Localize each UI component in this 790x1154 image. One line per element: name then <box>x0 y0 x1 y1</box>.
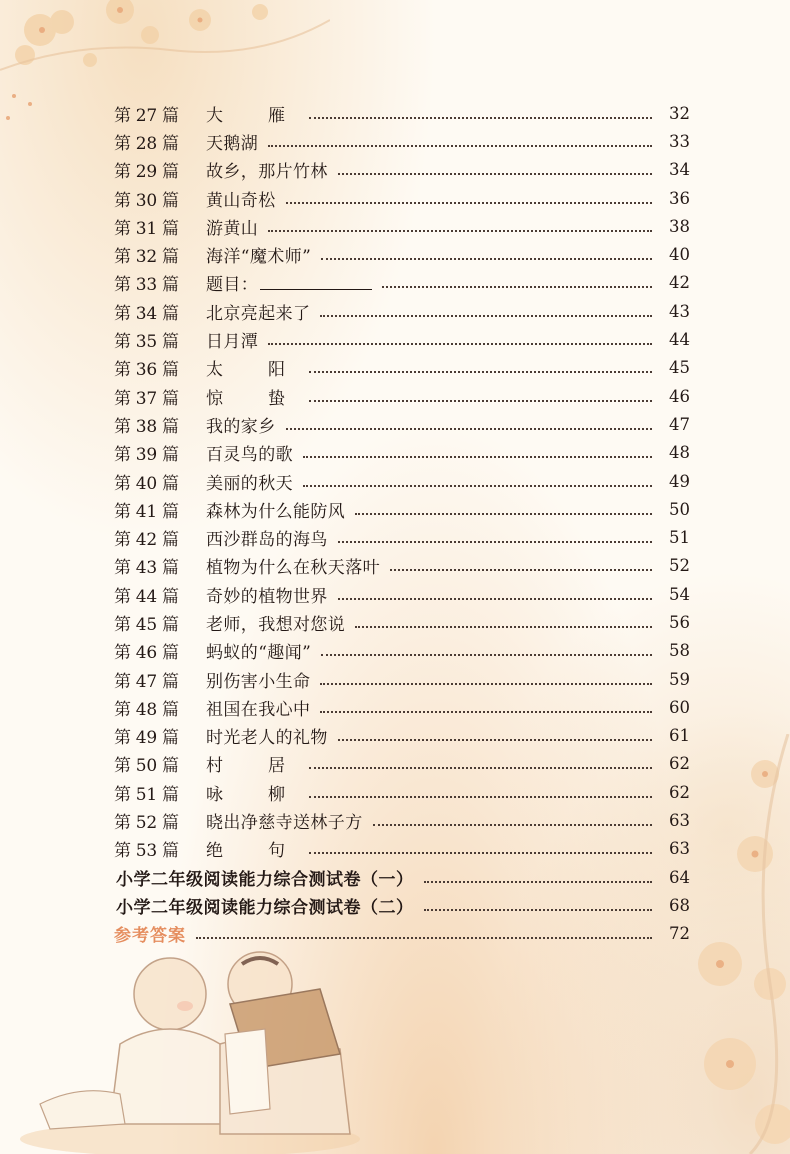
toc-entry-page: 46 <box>669 386 690 406</box>
toc-entry-title: 森林为什么能防风 <box>206 501 346 522</box>
toc-entry-number: 第 40 篇 <box>114 473 179 494</box>
toc-entry-number: 第 42 篇 <box>114 530 179 551</box>
dot-leader <box>268 342 652 345</box>
toc-entry-page: 50 <box>669 499 690 519</box>
toc-entry <box>114 665 690 693</box>
toc-entry-page: 51 <box>669 528 690 548</box>
toc-entry <box>114 750 690 778</box>
toc-entry <box>114 495 690 523</box>
toc-answers-title: 参考答案 <box>114 926 186 947</box>
toc-entry-title: 蚂蚁的“趣闻” <box>206 643 312 664</box>
toc-entry-title: 百灵鸟的歌 <box>206 445 293 466</box>
toc-entry-number: 第 45 篇 <box>114 614 179 635</box>
toc-entry <box>114 693 690 721</box>
toc-test-entry <box>116 863 690 891</box>
toc-entry-number: 第 31 篇 <box>114 218 179 239</box>
toc-entry-number: 第 53 篇 <box>114 841 179 862</box>
toc-entry-number: 第 36 篇 <box>114 360 179 381</box>
toc-entry-title: 黄山奇松 <box>206 190 276 211</box>
toc-entry-title: 西沙群岛的海鸟 <box>206 530 328 551</box>
toc-entry <box>114 637 690 665</box>
toc-entry-title: 太 阳 <box>206 360 299 381</box>
toc-entry-page: 54 <box>669 584 690 604</box>
toc-entry <box>114 580 690 608</box>
toc-test-page: 64 <box>669 867 690 887</box>
toc-entry-page: 58 <box>669 641 690 661</box>
toc-entry-number: 第 35 篇 <box>114 332 179 353</box>
toc-entry-page: 63 <box>669 811 690 831</box>
toc-entry-title: 大 雁 <box>206 105 299 126</box>
dot-leader <box>424 908 653 911</box>
toc-entry <box>114 552 690 580</box>
dot-leader <box>338 172 652 175</box>
toc-entry-number: 第 38 篇 <box>114 416 179 437</box>
toc-entry-number: 第 43 篇 <box>114 558 179 579</box>
toc-entry-title: 咏 柳 <box>206 784 299 805</box>
toc-entry-title: 村 居 <box>206 756 299 777</box>
dot-leader <box>424 880 653 883</box>
toc-entry-title: 海洋“魔术师” <box>206 247 312 268</box>
toc-entry <box>114 722 690 750</box>
toc-entry-number: 第 30 篇 <box>114 190 179 211</box>
table-of-contents <box>114 99 690 948</box>
toc-entry <box>114 410 690 438</box>
toc-entry-number: 第 52 篇 <box>114 813 179 834</box>
toc-entry-page: 62 <box>669 754 690 774</box>
toc-entry-page: 61 <box>669 726 690 746</box>
toc-entry-page: 45 <box>669 358 690 378</box>
dot-leader <box>355 512 652 515</box>
toc-entry-title: 别伤害小生命 <box>206 671 311 692</box>
dot-leader <box>303 455 652 458</box>
toc-entry <box>114 806 690 834</box>
dot-leader <box>309 795 652 798</box>
dot-leader <box>338 597 652 600</box>
dot-leader <box>309 116 652 119</box>
dot-leader <box>355 625 652 628</box>
toc-entry-number: 第 51 篇 <box>114 784 179 805</box>
toc-entry <box>114 212 690 240</box>
toc-entry-number: 第 44 篇 <box>114 586 179 607</box>
toc-entry <box>114 608 690 636</box>
toc-entry <box>114 354 690 382</box>
dot-leader <box>303 484 652 487</box>
toc-entry-number: 第 28 篇 <box>114 133 179 154</box>
toc-entry-page: 62 <box>669 782 690 802</box>
toc-entry <box>114 382 690 410</box>
toc-entry-page: 33 <box>669 131 690 151</box>
toc-entry <box>114 127 690 155</box>
dot-leader <box>373 823 652 826</box>
dot-leader <box>338 540 652 543</box>
toc-entry <box>114 325 690 353</box>
toc-entry <box>114 467 690 495</box>
toc-entry-number: 第 48 篇 <box>114 699 179 720</box>
dot-leader <box>196 936 652 939</box>
toc-entry-number: 第 33 篇 <box>114 275 179 296</box>
toc-entry-number: 第 39 篇 <box>114 445 179 466</box>
toc-entry-title: 天鹅湖 <box>206 133 259 154</box>
toc-entry-page: 56 <box>669 612 690 632</box>
toc-entry-title: 美丽的秋天 <box>206 473 293 494</box>
toc-entry-page: 52 <box>669 556 690 576</box>
toc-entry-page: 36 <box>669 188 690 208</box>
toc-entry-title: 我的家乡 <box>206 416 276 437</box>
toc-entry <box>114 156 690 184</box>
dot-leader <box>382 285 652 288</box>
title-blank-line <box>260 275 372 290</box>
dot-leader <box>268 144 652 147</box>
toc-entry-page: 43 <box>669 301 690 321</box>
toc-entry-title: 北京亮起来了 <box>206 303 311 324</box>
dot-leader <box>320 682 652 685</box>
toc-entry-page: 63 <box>669 839 690 859</box>
toc-entry-number: 第 46 篇 <box>114 643 179 664</box>
toc-entry-title: 惊 蛰 <box>206 388 299 409</box>
dot-leader <box>309 370 652 373</box>
toc-entry-page: 40 <box>669 245 690 265</box>
toc-entry-title: 游黄山 <box>206 218 259 239</box>
toc-entry-number: 第 32 篇 <box>114 247 179 268</box>
dot-leader <box>321 257 652 260</box>
toc-entry-page: 42 <box>669 273 690 293</box>
toc-entry-page: 59 <box>669 669 690 689</box>
toc-entry <box>114 523 690 551</box>
toc-entry <box>114 99 690 127</box>
toc-entry-number: 第 47 篇 <box>114 671 179 692</box>
toc-entry <box>114 778 690 806</box>
toc-entry-number: 第 41 篇 <box>114 501 179 522</box>
toc-entry-number: 第 50 篇 <box>114 756 179 777</box>
children-reading-illustration <box>20 934 400 1154</box>
toc-entry-title: 奇妙的植物世界 <box>206 586 328 607</box>
toc-test-title: 小学二年级阅读能力综合测试卷（二） <box>116 897 414 918</box>
toc-entry-title: 时光老人的礼物 <box>206 728 328 749</box>
toc-entry <box>114 297 690 325</box>
toc-entry-title: 老师，我想对您说 <box>206 614 346 635</box>
toc-entry-title: 故乡，那片竹林 <box>206 162 328 183</box>
toc-entry-page: 38 <box>669 216 690 236</box>
dot-leader <box>309 399 652 402</box>
dot-leader <box>286 201 652 204</box>
toc-test-page: 68 <box>669 895 690 915</box>
toc-entry-page: 49 <box>669 471 690 491</box>
toc-answers-entry <box>114 920 690 948</box>
dot-leader <box>309 851 652 854</box>
toc-entry <box>114 439 690 467</box>
toc-entry-page: 47 <box>669 414 690 434</box>
toc-entry-title: 植物为什么在秋天落叶 <box>206 558 380 579</box>
toc-entry <box>114 269 690 297</box>
toc-entry-page: 60 <box>669 697 690 717</box>
dot-leader <box>321 653 652 656</box>
dot-leader <box>268 229 652 232</box>
toc-entry-title: 绝 句 <box>206 841 299 862</box>
dot-leader <box>320 314 652 317</box>
toc-entry-page: 32 <box>669 103 690 123</box>
toc-entry <box>114 240 690 268</box>
toc-entry-page: 44 <box>669 330 690 350</box>
toc-entry-title: 题目： <box>206 275 259 296</box>
toc-entry-number: 第 29 篇 <box>114 162 179 183</box>
toc-entry-number: 第 49 篇 <box>114 728 179 749</box>
toc-entry-page: 48 <box>669 443 690 463</box>
toc-entry-number: 第 37 篇 <box>114 388 179 409</box>
dot-leader <box>320 710 652 713</box>
toc-entry <box>114 184 690 212</box>
toc-entry-title: 晓出净慈寺送林子方 <box>206 813 363 834</box>
toc-entry-number: 第 34 篇 <box>114 303 179 324</box>
toc-entry <box>114 835 690 863</box>
toc-entry-title: 祖国在我心中 <box>206 699 311 720</box>
toc-answers-page: 72 <box>669 924 690 944</box>
toc-test-title: 小学二年级阅读能力综合测试卷（一） <box>116 869 414 890</box>
dot-leader <box>390 568 652 571</box>
toc-test-entry <box>116 891 690 919</box>
toc-entry-page: 34 <box>669 160 690 180</box>
dot-leader <box>338 738 652 741</box>
toc-entry-title: 日月潭 <box>206 332 259 353</box>
dot-leader <box>286 427 652 430</box>
dot-leader <box>309 766 652 769</box>
toc-entry-number: 第 27 篇 <box>114 105 179 126</box>
